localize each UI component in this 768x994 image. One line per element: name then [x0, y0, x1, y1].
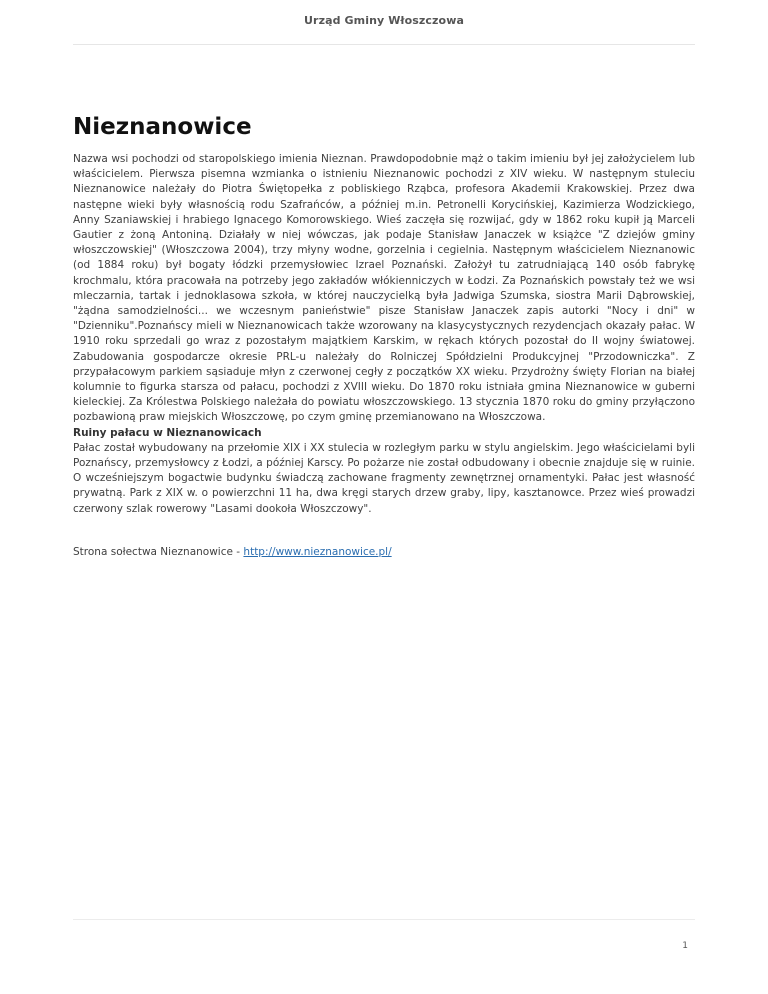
section-paragraph: Pałac został wybudowany na przełomie XIX i XX stulecia w rozległym parku w stylu angielskim. Jego właścicielami byli Poznańscy, przemysłowcy z Łodzi, a później Karscy. Po pożarze nie został odbudowany i obecnie znajduje się w ruinie. O wcześniejszym bogactwie budynku świadczą zachowane fragmenty zewnętrznej ornamentyki. Pałac jest własność prywatną. Park z XIX w. o powierzchni 11 ha, dwa kręgi starych drzew graby, lipy, kasztanowce. Przez wieś prowadzi czerwony szlak rowerowy "Lasami dookoła Włoszczowy".	[73, 441, 695, 515]
village-website-line	[73, 545, 695, 560]
section-heading: Ruiny pałacu w Nieznanowicach	[73, 426, 262, 439]
village-website-link[interactable]: http://www.nieznanowice.pl/	[243, 545, 392, 558]
page-title: Nieznanowice	[73, 114, 252, 140]
header-divider	[73, 44, 695, 45]
intro-paragraph: Nazwa wsi pochodzi od staropolskiego imienia Nieznan. Prawdopodobnie mąż o takim imieniu był jej założycielem lub właścicielem. Pierwsza pisemna wzmianka o istnieniu Nieznanowic pochodzi z XIV wieku. W następnym stuleciu Nieznanowice należały do Piotra Świętopełka z pobliskiego Rząbca, profesora Akademii Krakowskiej. Przez dwa następne wieki były własnością rodu Szafrańców, a później m.in. Petronelli Korycińskiej, Kazimierza Wodzickiego, Anny Szaniawskiej i hrabiego Ignacego Komorowskiego. Wieś zaczęła się rozwijać, gdy w 1862 roku kupił ją Marceli Gautier z żoną Antoniną. Działały w niej wówczas, jak podaje Stanisław Janaczek w książce "Z dziejów gminy włoszczowskiej" (Włoszczowa 2004), trzy młyny wodne, gorzelnia i cegielnia. Następnym właścicielem Nieznanowic (od 1884 roku) był bogaty łódzki przemysłowiec Izrael Poznański. Założył tu zatrudniającą 140 osób fabrykę krochmalu, która pracowała na potrzeby jego zakładów włókienniczych w Łodzi. Za Poznańskich powstały też we wsi mleczarnia, tartak i jednoklasowa szkoła, w której nauczycielką była Jadwiga Szumska, siostra Marii Dąbrowskiej, "żądna samodzielności... we wczesnym panieństwie" pisze Stanisław Janaczek zapis autorki "Nocy i dni" w "Dzienniku".Poznańscy mieli w Nieznanowicach także wzorowany na klasycystycznych rezydencjach okazały pałac. W 1910 roku sprzedali go wraz z pozostałym majątkiem Karskim, w rękach których pozostał do II wojny światowej. Zabudowania gospodarcze okresie PRL-u należały do Rolniczej Spółdzielni Produkcyjnej "Przodowniczka". Z przypałacowym parkiem sąsiaduje młyn z czerwonej cegły z początków XX wieku. Przydrożny święty Florian na białej kolumnie to figurka starsza od pałacu, pochodzi z XVIII wieku. Do 1870 roku istniała gmina Nieznanowice w guberni kieleckiej. Za Królestwa Polskiego należała do powiatu włoszczowskiego. 13 stycznia 1870 roku do gminy przyłączono pozbawioną praw miejskich Włoszczowę, po czym gminę przemianowano na Włoszczowa.	[73, 153, 695, 424]
article-body	[73, 152, 695, 560]
site-header-title: Urząd Gminy Włoszczowa	[304, 14, 464, 27]
link-prefix: Strona sołectwa Nieznanowice -	[73, 545, 244, 558]
page-number: 1	[682, 941, 688, 951]
footer-divider	[73, 919, 695, 920]
